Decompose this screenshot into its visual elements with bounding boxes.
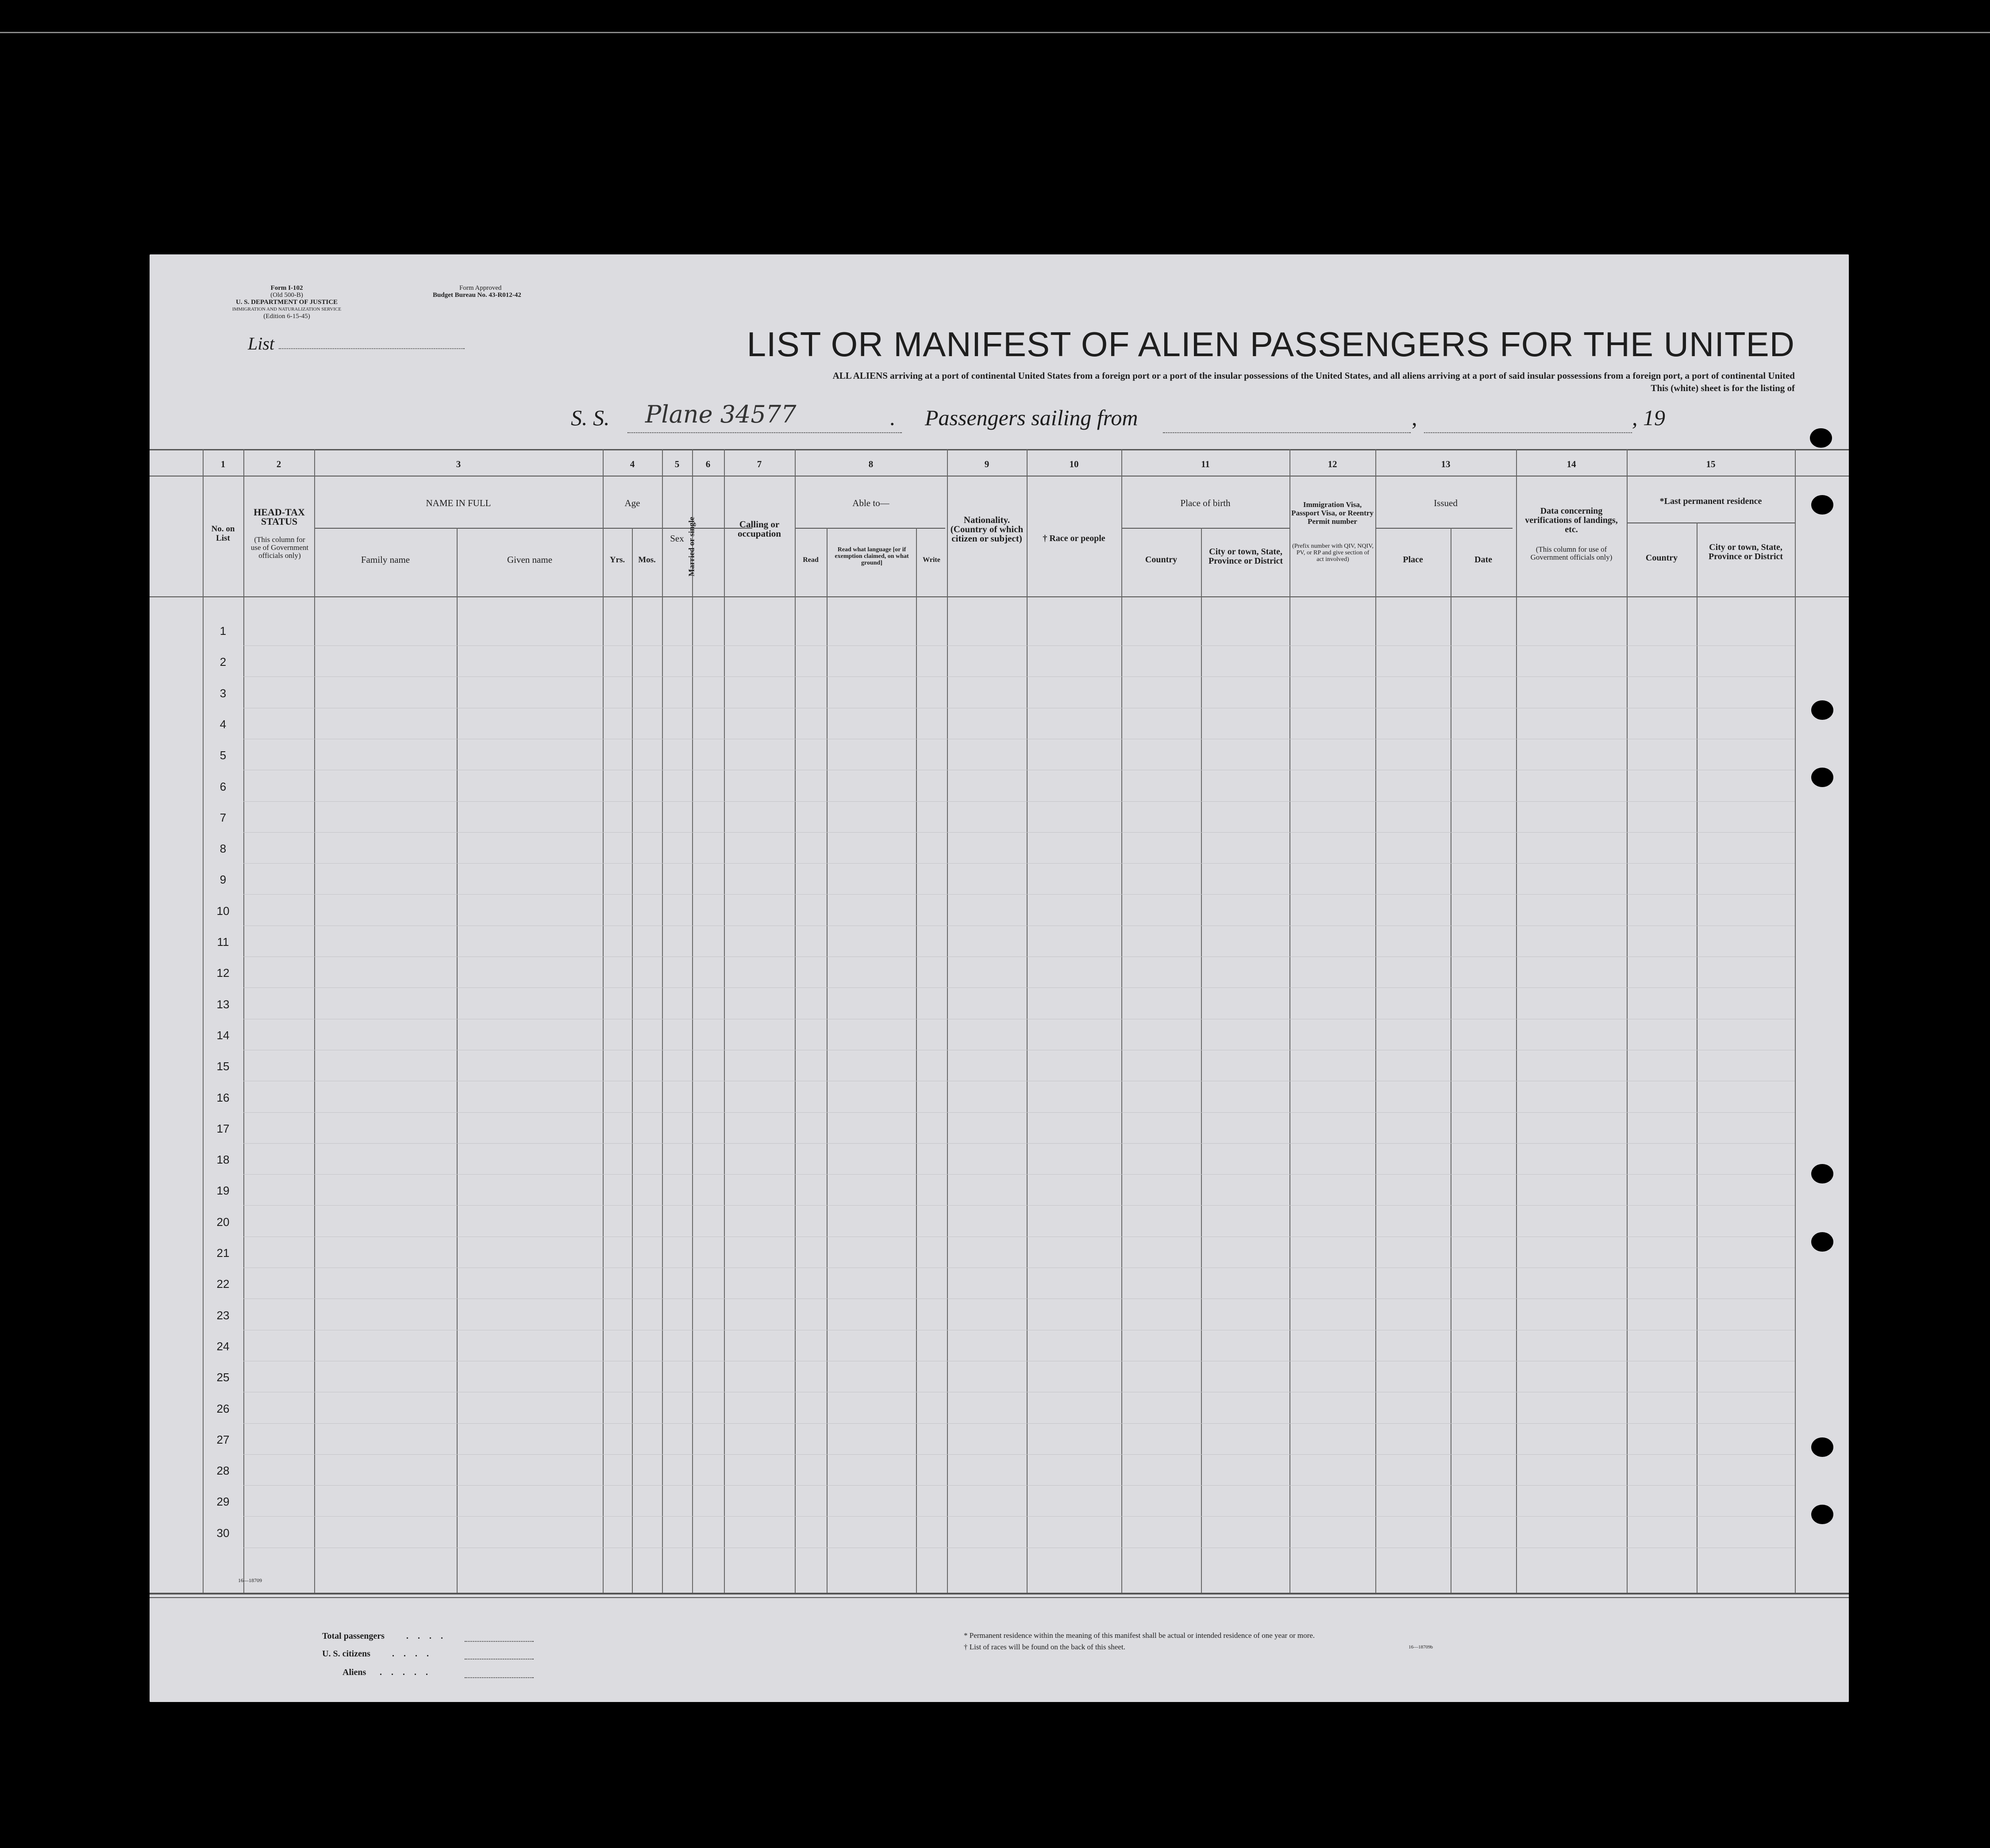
row-rule	[243, 1485, 1795, 1486]
column-number: 8	[868, 459, 874, 469]
column-number: 7	[757, 459, 762, 469]
row-rule	[243, 1516, 1795, 1517]
form-identification	[220, 284, 353, 320]
header-head-tax: HEAD-TAX STATUS	[254, 507, 305, 527]
col-divider	[1289, 449, 1290, 1593]
footnote-residence: * Permanent residence within the meaning of this manifest shall be actual or intended residence of one year or more.	[964, 1631, 1315, 1640]
row-rule	[243, 863, 1795, 864]
header-nationality: Nationality. (Country of which citizen or subject)	[950, 515, 1024, 544]
birth-subheader-line	[1121, 528, 1289, 529]
instruction-line-1: ALL ALIENS arriving at a port of continental United States from a foreign port or a port of the insular possessions of the United States, and all aliens arriving at a port of said insular possessions from a foreign port, a port of continental United	[832, 370, 1795, 381]
header-given-name: Given name	[507, 554, 553, 565]
sailing-from-label: Passengers sailing from	[925, 405, 1138, 430]
row-rule	[243, 894, 1795, 895]
row-number: 28	[216, 1464, 230, 1477]
row-number: 11	[217, 935, 229, 949]
column-number: 3	[456, 459, 461, 469]
header-birth-country: Country	[1145, 555, 1178, 565]
binder-hole	[1811, 1505, 1833, 1524]
column-number: 11	[1201, 459, 1210, 469]
total-passengers-field[interactable]	[465, 1641, 534, 1642]
row-rule	[243, 645, 1795, 646]
binder-hole	[1810, 428, 1832, 448]
header-read: Read	[803, 556, 819, 564]
col-divider	[1795, 449, 1796, 1593]
col-divider	[314, 449, 315, 1593]
form-number: Form I-102	[270, 284, 303, 292]
binder-hole	[1811, 1437, 1833, 1457]
row-number: 18	[216, 1153, 230, 1166]
col-divider	[795, 449, 796, 1593]
row-rule	[243, 801, 1795, 802]
issued-subheader-line	[1375, 528, 1513, 529]
col-divider	[1027, 449, 1028, 1593]
ship-prefix: S. S.	[571, 405, 610, 430]
row-rule	[243, 832, 1795, 833]
row-rule	[243, 987, 1795, 988]
column-number: 10	[1069, 459, 1079, 469]
list-number-field[interactable]	[279, 348, 465, 349]
aliens-field[interactable]	[465, 1677, 534, 1678]
row-number: 7	[219, 811, 227, 824]
header-issued-date: Date	[1474, 555, 1492, 565]
header-married-single: Married or single	[687, 517, 696, 576]
row-rule	[243, 676, 1795, 677]
row-number: 21	[216, 1246, 230, 1260]
col-divider	[603, 449, 604, 1593]
header-race: † Race or people	[1043, 534, 1105, 543]
manifest-sheet	[150, 254, 1849, 1702]
column-number: 13	[1441, 459, 1451, 469]
header-age: Age	[624, 498, 640, 508]
form-approved-label: Form Approved	[459, 284, 502, 292]
header-data-note: (This column for use of Government officials only)	[1530, 545, 1613, 561]
row-rule	[243, 1423, 1795, 1424]
column-number: 15	[1706, 459, 1716, 469]
header-residence-city: City or town, State, Province or District	[1708, 542, 1783, 561]
col-divider	[632, 528, 633, 1593]
header-family-name: Family name	[361, 554, 410, 565]
row-rule	[243, 1454, 1795, 1455]
us-citizens-dots: . . . .	[392, 1649, 432, 1659]
row-number: 4	[219, 718, 227, 731]
table-bottom-border	[150, 1593, 1849, 1594]
header-able-to: Able to—	[852, 498, 889, 508]
row-number: 19	[216, 1184, 230, 1197]
header-no-on-list: No. on List	[211, 524, 235, 543]
column-number: 4	[630, 459, 635, 469]
binder-hole	[1811, 495, 1833, 515]
row-number: 12	[216, 966, 230, 980]
row-number: 8	[219, 842, 227, 855]
sailing-from-port-field[interactable]	[1163, 432, 1411, 433]
table-top-border	[150, 449, 1849, 450]
page-title: LIST OR MANIFEST OF ALIEN PASSENGERS FOR THE UNITED	[747, 325, 1795, 364]
aliens-dots: . . . . .	[380, 1667, 431, 1677]
sailing-date-field[interactable]	[1424, 432, 1632, 433]
row-number: 24	[216, 1340, 230, 1353]
ship-name-handwritten: Plane 34577	[645, 400, 797, 428]
budget-bureau-number: Budget Bureau No. 43-R012-42	[433, 292, 521, 299]
column-number: 9	[984, 459, 989, 469]
header-name-in-full: NAME IN FULL	[426, 498, 491, 508]
total-passengers-dots: . . . .	[406, 1631, 446, 1641]
column-number: 1	[220, 459, 226, 469]
row-number: 1	[219, 624, 227, 638]
col-divider	[692, 449, 693, 1593]
sailing-comma: ,	[1412, 405, 1417, 430]
row-number: 22	[216, 1277, 230, 1291]
col-divider	[1627, 449, 1628, 1593]
row-number: 25	[216, 1371, 230, 1384]
header-visa-note: (Prefix number with QIV, NQIV, PV, or RP and give section of act involved)	[1292, 543, 1374, 563]
col-divider	[1375, 449, 1376, 1593]
col-divider	[1121, 449, 1122, 1593]
header-data-concerning: Data concerning verifications of landings, etc.	[1525, 506, 1618, 534]
header-last-residence: *Last permanent residence	[1659, 496, 1762, 506]
header-write: Write	[923, 556, 940, 564]
able-to-subheader-line	[795, 528, 945, 529]
col-divider	[916, 528, 917, 1593]
col-divider	[662, 449, 663, 1593]
column-number: 12	[1328, 459, 1337, 469]
list-label: List	[248, 334, 275, 353]
footnote-races: † List of races will be found on the back of this sheet.	[964, 1643, 1125, 1651]
header-sex: Sex	[670, 533, 684, 544]
department-name: U. S. DEPARTMENT OF JUSTICE	[235, 299, 338, 306]
col-divider	[947, 449, 948, 1593]
row-number: 13	[216, 998, 230, 1011]
col-divider	[243, 449, 244, 1593]
form-approval	[433, 284, 583, 299]
row-number: 15	[216, 1060, 230, 1073]
row-number: 17	[216, 1122, 230, 1135]
total-passengers-label: Total passengers	[322, 1631, 385, 1641]
column-number: 14	[1567, 459, 1576, 469]
binder-hole	[1811, 1232, 1833, 1252]
print-code: 16—18709	[238, 1577, 262, 1583]
binder-hole	[1811, 1164, 1833, 1183]
name-subheader-line	[314, 528, 752, 529]
row-number: 23	[216, 1309, 230, 1322]
row-rule	[243, 1174, 1795, 1175]
col-divider	[1201, 528, 1202, 1593]
row-rule	[243, 1112, 1795, 1113]
col-divider	[724, 449, 725, 1593]
aliens-label: Aliens	[343, 1667, 366, 1677]
col-divider	[457, 528, 458, 1593]
ship-period: .	[889, 405, 895, 430]
us-citizens-label: U. S. citizens	[322, 1649, 370, 1659]
ship-name-field[interactable]	[627, 432, 902, 433]
row-number: 27	[216, 1433, 230, 1446]
row-number: 10	[216, 904, 230, 918]
scan-border-line	[0, 32, 1990, 33]
header-age-yrs: Yrs.	[609, 555, 625, 565]
form-old-number: (Old 500-B)	[270, 292, 303, 299]
header-bottom-border	[150, 596, 1849, 597]
col-divider	[203, 449, 204, 1593]
row-number: 29	[216, 1495, 230, 1508]
row-number: 30	[216, 1526, 230, 1540]
column-number: 6	[705, 459, 711, 469]
header-issued-place: Place	[1403, 555, 1423, 565]
binder-hole	[1811, 700, 1833, 720]
table-bottom-border-2	[150, 1597, 1849, 1598]
sailing-year-prefix: , 19	[1632, 405, 1665, 430]
row-number: 5	[219, 749, 227, 762]
header-visa: Immigration Visa, Passport Visa, or Reentry Permit number	[1291, 500, 1374, 526]
header-residence-country: Country	[1645, 553, 1678, 563]
header-issued: Issued	[1434, 498, 1458, 508]
print-code-2: 16—18709b	[1409, 1644, 1433, 1650]
row-number: 14	[216, 1029, 230, 1042]
row-number: 16	[216, 1091, 230, 1104]
row-number: 3	[219, 687, 227, 700]
binder-hole	[1811, 768, 1833, 787]
header-head-tax-note: (This column for use of Government officials only)	[250, 535, 309, 560]
header-calling: Calling or occupation	[737, 519, 781, 539]
row-number: 9	[219, 873, 227, 886]
header-age-mos: Mos.	[638, 555, 656, 565]
col-divider	[827, 528, 828, 1593]
header-birth-city: City or town, State, Province or District	[1208, 547, 1283, 566]
row-number: 20	[216, 1215, 230, 1229]
service-name: IMMIGRATION AND NATURALIZATION SERVICE	[232, 307, 342, 312]
column-number: 2	[276, 459, 281, 469]
row-rule	[243, 1143, 1795, 1144]
row-number: 2	[219, 655, 227, 669]
us-citizens-field[interactable]	[465, 1659, 534, 1660]
instruction-line-2: This (white) sheet is for the listing of	[1651, 383, 1795, 393]
header-read-language: Read what language [or if exemption claimed, on what ground]	[835, 546, 909, 566]
row-number: 6	[219, 780, 227, 793]
row-rule	[243, 1205, 1795, 1206]
form-edition: (Edition 6-15-45)	[263, 313, 310, 320]
column-number: 5	[674, 459, 680, 469]
header-place-of-birth: Place of birth	[1180, 498, 1231, 508]
row-number: 26	[216, 1402, 230, 1415]
col-divider	[1516, 449, 1517, 1593]
